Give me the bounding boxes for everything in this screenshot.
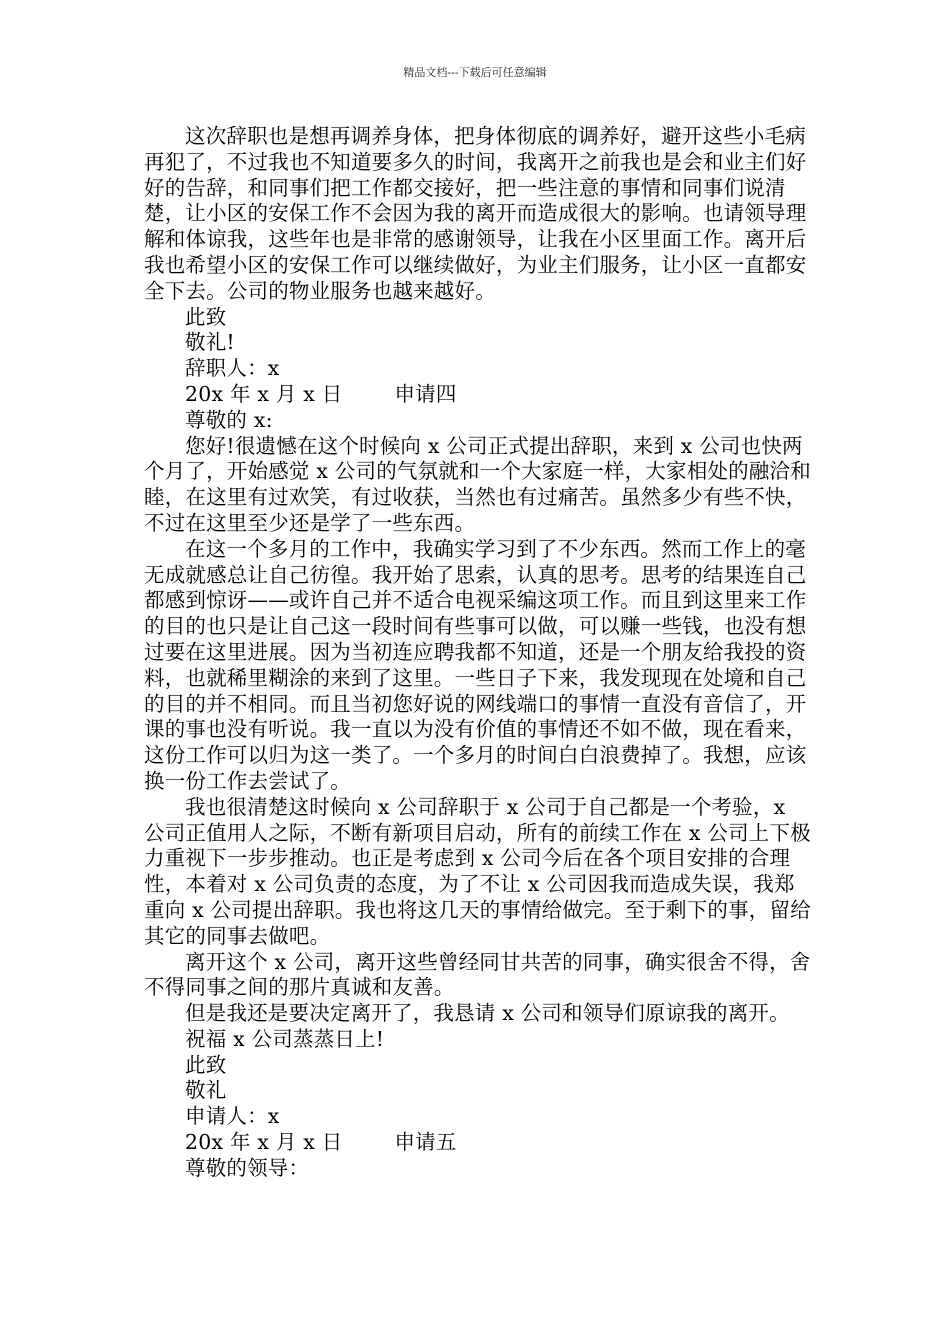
letter-date-2: 20x 年 x 月 x 日	[185, 1130, 343, 1155]
applicant-signature: 申请人：x	[185, 1104, 280, 1129]
paragraph-work-reflection: 在这一个多月的工作中，我确实学习到了不少东西。然而工作上的毫无成就感总让自己彷徨。我开始了思索，认真的思考。思考的结果连自己都感到惊讶——或许自己并不适合电视采编这项工作。而且到这里来工作的目的也只是让自己这一段时间有些事可以做，可以赚一些钱，也没有想过要在这里进展。因为当初连应聘我都不知道，还是一个朋友给我投的资料，也就稀里糊涂的来到了这里。一些日子下来，我发现现在处境和自己的目的并不相同。而且当初您好说的网线端口的事情一直没有音信了，开课的事也没有听说。我一直以为没有价值的事情还不如不做，现在看来，这份工作可以归为这一类了。一个多月的时间白白浪费掉了。我想，应该换一份工作去尝试了。	[144, 536, 807, 793]
closing-salutation-2: 此致	[185, 1052, 227, 1077]
letter-date: 20x 年 x 月 x 日	[185, 381, 343, 406]
closing-regards: 敬礼!	[185, 330, 235, 355]
paragraph-opening: 您好!很遗憾在这个时候向 x 公司正式提出辞职，来到 x 公司也快两个月了，开始感觉 x 公司的气氛就和一个大家庭一样，大家相处的融洽和睦，在这里有过欢笑，有过收获，当然也有过痛苦。虽然多少有些不快，不过在这里至少还是学了一些东西。	[144, 433, 811, 535]
document-body	[144, 124, 812, 1182]
closing-regards-2: 敬礼	[185, 1078, 227, 1103]
date-and-next-heading	[144, 382, 812, 408]
paragraph-farewell: 离开这个 x 公司，离开这些曾经同甘共苦的同事，确实很舍不得，舍不得同事之间的那片真诚和友善。	[144, 949, 811, 1000]
paragraph-resignation-reason: 这次辞职也是想再调养身体，把身体彻底的调养好，避开这些小毛病再犯了，不过我也不知道要多久的时间，我离开之前我也是会和业主们好好的告辞，和同事们把工作都交接好，把一些注意的事情和同事们说清楚，让小区的安保工作不会因为我的离开而造成很大的影响。也请领导理解和体谅我，这些年也是非常的感谢领导，让我在小区里面工作。离开后我也希望小区的安保工作可以继续做好，为业主们服务，让小区一直都安全下去。公司的物业服务也越来越好。	[144, 124, 807, 303]
letter-greeting-2: 尊敬的领导：	[185, 1155, 310, 1180]
section-heading-application-four: 申请四	[394, 381, 457, 406]
section-heading-application-five: 申请五	[394, 1130, 457, 1155]
closing-salutation: 此致	[185, 304, 227, 329]
paragraph-company-consideration: 我也很清楚这时候向 x 公司辞职于 x 公司于自己都是一个考验，x 公司正值用人之际，不断有新项目启动，所有的前续工作在 x 公司上下极力重视下一步步推动。也正是考虑到 x 公司今后在各个项目安排的合理性，本着对 x 公司负责的态度，为了不让 x 公司因我而造成失误，我郑重向 x 公司提出辞职。我也将这几天的事情给做完。至于剩下的事，留给其它的同事去做吧。	[144, 794, 811, 948]
date-and-next-heading-2	[144, 1130, 812, 1156]
paragraph-request-forgiveness: 但是我还是要决定离开了，我恳请 x 公司和领导们原谅我的离开。	[185, 1001, 790, 1026]
letter-greeting: 尊敬的 x:	[185, 407, 273, 432]
resigner-signature: 辞职人：x	[185, 356, 280, 381]
page-header: 精品文档---下载后可任意编辑	[403, 66, 547, 79]
blessing-line: 祝福 x 公司蒸蒸日上!	[185, 1026, 385, 1051]
